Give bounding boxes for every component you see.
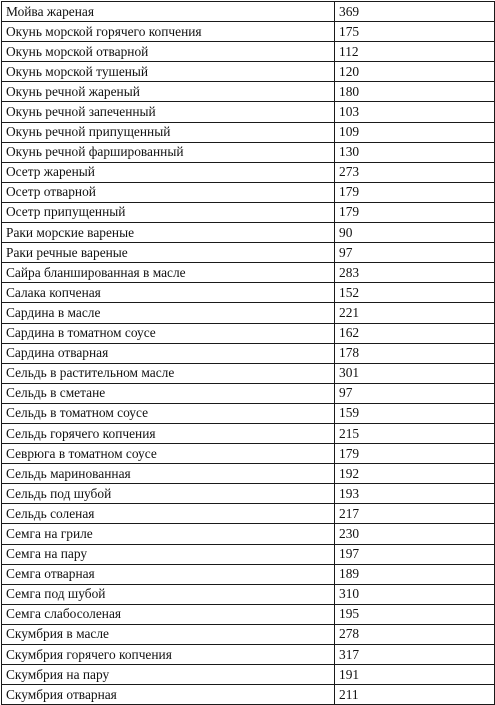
table-row xyxy=(2,202,495,222)
dish-name-cell: Мойва жареная xyxy=(2,2,335,22)
dish-name-cell: Семга на пару xyxy=(2,544,335,564)
table-row xyxy=(2,544,495,564)
table-row xyxy=(2,383,495,403)
dish-name-cell: Осетр отварной xyxy=(2,182,335,202)
table-row xyxy=(2,504,495,524)
calorie-value-cell: 97 xyxy=(335,243,495,263)
calorie-value-cell: 103 xyxy=(335,102,495,122)
calorie-value-cell: 191 xyxy=(335,665,495,685)
table-row xyxy=(2,524,495,544)
calorie-value-cell: 162 xyxy=(335,323,495,343)
calorie-value-cell: 283 xyxy=(335,263,495,283)
table-row xyxy=(2,82,495,102)
calorie-value-cell: 152 xyxy=(335,283,495,303)
calorie-value-cell: 180 xyxy=(335,82,495,102)
calorie-value-cell: 189 xyxy=(335,564,495,584)
dish-name-cell: Скумбрия горячего копчения xyxy=(2,645,335,665)
calorie-value-cell: 159 xyxy=(335,403,495,423)
dish-name-cell: Окунь морской горячего копчения xyxy=(2,22,335,42)
dish-name-cell: Сардина в масле xyxy=(2,303,335,323)
dish-name-cell: Семга отварная xyxy=(2,564,335,584)
dish-name-cell: Сардина отварная xyxy=(2,343,335,363)
dish-name-cell: Окунь морской тушеный xyxy=(2,62,335,82)
dish-name-cell: Скумбрия в масле xyxy=(2,624,335,644)
calorie-value-cell: 195 xyxy=(335,604,495,624)
calorie-value-cell: 130 xyxy=(335,142,495,162)
dish-name-cell: Сельдь соленая xyxy=(2,504,335,524)
dish-name-cell: Сардина в томатном соусе xyxy=(2,323,335,343)
dish-name-cell: Сельдь в томатном соусе xyxy=(2,403,335,423)
table-row xyxy=(2,62,495,82)
dish-name-cell: Скумбрия отварная xyxy=(2,685,335,705)
calorie-value-cell: 175 xyxy=(335,22,495,42)
calorie-value-cell: 90 xyxy=(335,223,495,243)
dish-name-cell: Скумбрия на пару xyxy=(2,665,335,685)
dish-name-cell: Осетр жареный xyxy=(2,162,335,182)
calorie-value-cell: 193 xyxy=(335,484,495,504)
table-row xyxy=(2,303,495,323)
table-row xyxy=(2,323,495,343)
table-row xyxy=(2,182,495,202)
table-row xyxy=(2,263,495,283)
table-row xyxy=(2,444,495,464)
table-body xyxy=(2,2,495,705)
table-row xyxy=(2,604,495,624)
table-row xyxy=(2,142,495,162)
table-row xyxy=(2,243,495,263)
dish-name-cell: Сельдь маринованная xyxy=(2,464,335,484)
calorie-value-cell: 278 xyxy=(335,624,495,644)
calorie-value-cell: 369 xyxy=(335,2,495,22)
table-row xyxy=(2,283,495,303)
table-row xyxy=(2,22,495,42)
table-row xyxy=(2,223,495,243)
dish-name-cell: Сайра бланшированная в масле xyxy=(2,263,335,283)
calorie-value-cell: 192 xyxy=(335,464,495,484)
calorie-value-cell: 217 xyxy=(335,504,495,524)
calorie-value-cell: 179 xyxy=(335,444,495,464)
table-row xyxy=(2,665,495,685)
dish-name-cell: Окунь морской отварной xyxy=(2,42,335,62)
dish-name-cell: Раки речные вареные xyxy=(2,243,335,263)
table-row xyxy=(2,564,495,584)
table-row xyxy=(2,423,495,443)
calorie-value-cell: 215 xyxy=(335,423,495,443)
dish-name-cell: Севрюга в томатном соусе xyxy=(2,444,335,464)
calorie-value-cell: 120 xyxy=(335,62,495,82)
table-row xyxy=(2,42,495,62)
table-row xyxy=(2,403,495,423)
table-row xyxy=(2,343,495,363)
table-row xyxy=(2,685,495,705)
calorie-value-cell: 179 xyxy=(335,182,495,202)
table-row xyxy=(2,102,495,122)
dish-name-cell: Раки морские вареные xyxy=(2,223,335,243)
dish-name-cell: Окунь речной жареный xyxy=(2,82,335,102)
calorie-value-cell: 179 xyxy=(335,202,495,222)
dish-name-cell: Окунь речной фаршированный xyxy=(2,142,335,162)
calorie-value-cell: 310 xyxy=(335,584,495,604)
dish-name-cell: Окунь речной запеченный xyxy=(2,102,335,122)
table-row xyxy=(2,2,495,22)
calorie-table xyxy=(1,1,495,705)
table-row xyxy=(2,584,495,604)
dish-name-cell: Осетр припущенный xyxy=(2,202,335,222)
table-row xyxy=(2,624,495,644)
table-row xyxy=(2,484,495,504)
dish-name-cell: Семга слабосоленая xyxy=(2,604,335,624)
calorie-value-cell: 230 xyxy=(335,524,495,544)
calorie-value-cell: 97 xyxy=(335,383,495,403)
calorie-value-cell: 109 xyxy=(335,122,495,142)
dish-name-cell: Сельдь в растительном масле xyxy=(2,363,335,383)
table-row xyxy=(2,645,495,665)
calorie-value-cell: 197 xyxy=(335,544,495,564)
table-row xyxy=(2,464,495,484)
table-row xyxy=(2,363,495,383)
calorie-value-cell: 273 xyxy=(335,162,495,182)
calorie-value-cell: 178 xyxy=(335,343,495,363)
dish-name-cell: Семга под шубой xyxy=(2,584,335,604)
dish-name-cell: Семга на гриле xyxy=(2,524,335,544)
calorie-value-cell: 211 xyxy=(335,685,495,705)
dish-name-cell: Сельдь в сметане xyxy=(2,383,335,403)
table-row xyxy=(2,122,495,142)
calorie-value-cell: 317 xyxy=(335,645,495,665)
calorie-value-cell: 221 xyxy=(335,303,495,323)
dish-name-cell: Сельдь горячего копчения xyxy=(2,423,335,443)
calorie-value-cell: 112 xyxy=(335,42,495,62)
dish-name-cell: Окунь речной припущенный xyxy=(2,122,335,142)
dish-name-cell: Салака копченая xyxy=(2,283,335,303)
calorie-value-cell: 301 xyxy=(335,363,495,383)
table-row xyxy=(2,162,495,182)
dish-name-cell: Сельдь под шубой xyxy=(2,484,335,504)
